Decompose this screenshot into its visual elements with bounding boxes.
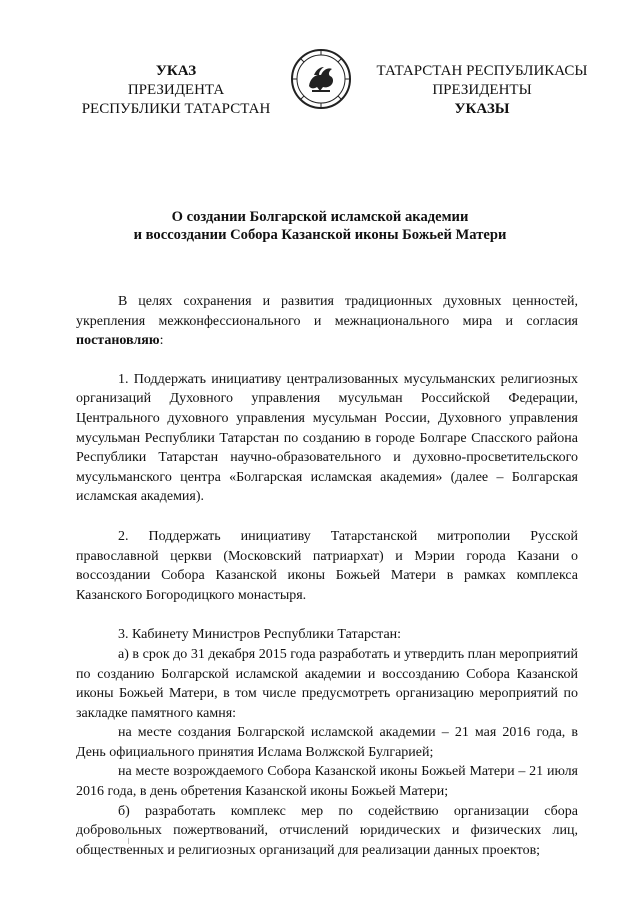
decree-title: [0, 208, 640, 244]
header-tatar: [372, 62, 592, 119]
item-3-heading: 3. Кабинету Министров Республики Татарстан:: [118, 627, 402, 643]
item-3a-paragraph: а) в срок до 31 декабря 2015 года разработать и утвердить план мероприятий по созданию Болгарской исламской академии и воссозданию Собора Казанской иконы Божьей Матери, в том числе предусмотреть организацию мероприятий по закладке памятного камня:: [76, 646, 578, 721]
decree-title-line-2: и воссоздании Собора Казанской иконы Божьей Матери: [133, 227, 507, 243]
document-header: [0, 62, 640, 122]
decree-title-line-1: О создании Болгарской исламской академии: [171, 209, 469, 225]
header-left-line-1: УКАЗ: [155, 63, 197, 79]
header-right-line-1: ТАТАРСТАН РЕСПУБЛИКАСЫ: [376, 63, 588, 79]
resolve-colon: :: [159, 333, 164, 349]
item-3a-subitem-1: на месте создания Болгарской исламской академии – 21 мая 2016 года, в День официального принятия Ислама Волжской Булгарией;: [76, 725, 578, 760]
preamble-text: В целях сохранения и развития традиционных духовных ценностей, укрепления межконфессионального и межнационального мира и согласия: [76, 294, 578, 329]
header-left-line-2: ПРЕЗИДЕНТА: [127, 82, 225, 98]
item-2-paragraph: 2. Поддержать инициативу Татарстанской митрополии Русской православной церкви (Московский патриархат) и Мэрии города Казани о воссоздании Собора Казанской иконы Божьей Матери в рамках комплекса Казанского Богородицкого монастыря.: [76, 528, 578, 603]
item-3a-subitem-2: на месте возрождаемого Собора Казанской иконы Божьей Матери – 21 июля 2016 года, в день обретения Казанской иконы Божьей Матери;: [76, 764, 578, 800]
preamble-paragraph: [76, 292, 578, 351]
tatarstan-coat-of-arms-icon: [290, 48, 352, 110]
decree-body: [76, 292, 578, 860]
scan-mark: [128, 838, 133, 844]
item-1-paragraph: 1. Поддержать инициативу централизованных мусульманских религиозных организаций Духовного управления мусульман Российской Федерации, Центрального духовного управления мусульман России, Духовного управления мусульман Республики Татарстан по созданию в городе Болгаре Спасского района Республики Татарстан научно-образовательного и духовно-просветительского мусульманского центра «Болгарская исламская академия» (далее – Болгарская исламская академия).: [76, 371, 578, 505]
header-right-line-2: ПРЕЗИДЕНТЫ: [432, 82, 532, 98]
header-right-line-3: УКАЗЫ: [454, 101, 510, 117]
header-left-line-3: РЕСПУБЛИКИ ТАТАРСТАН: [81, 101, 271, 117]
item-3b-paragraph: б) разработать комплекс мер по содействию организации сбора добровольных пожертвований, отчислений юридических и физических лиц, общественных и религиозных организаций для реализации данных проектов;: [76, 803, 578, 858]
header-russian: [76, 62, 276, 119]
resolve-word: постановляю: [76, 333, 160, 349]
